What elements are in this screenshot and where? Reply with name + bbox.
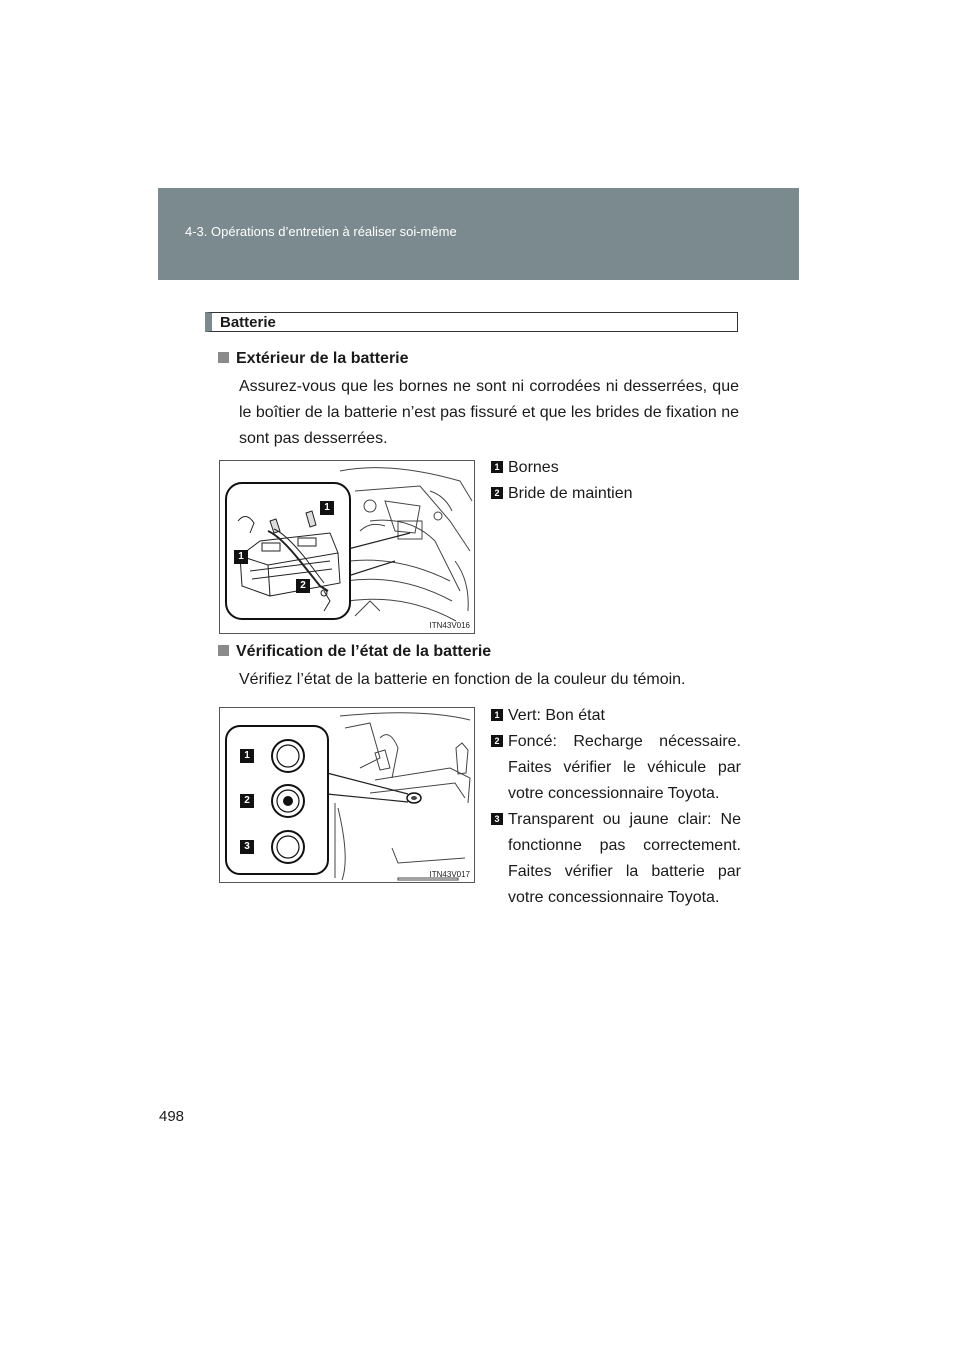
figure-code: ITN43V016 bbox=[429, 621, 470, 630]
callout-number: 1 bbox=[491, 709, 503, 721]
callout-2 bbox=[491, 481, 741, 507]
tag-3-clear: 3 bbox=[240, 840, 254, 854]
callout-text: Transparent ou jaune clair: Ne fonctionne pas correctement. Faites vérifier la batterie par votre concessionnaire Toyota. bbox=[508, 811, 741, 906]
callout-dark bbox=[491, 729, 741, 807]
callout-green bbox=[491, 703, 741, 729]
callout-clear bbox=[491, 807, 741, 911]
battery-indicator-illustration bbox=[220, 708, 474, 882]
subheading-text: Vérification de l’état de la batterie bbox=[236, 643, 492, 660]
callout-number: 2 bbox=[491, 735, 503, 747]
callout-number: 1 bbox=[491, 461, 503, 473]
bullet-square-icon bbox=[218, 645, 229, 656]
tag-2-clamp: 2 bbox=[296, 579, 310, 593]
header-band bbox=[158, 188, 799, 280]
callout-text: Bride de maintien bbox=[508, 485, 633, 502]
page-number: 498 bbox=[159, 1108, 185, 1125]
paragraph-battery-check: Vérifiez l’état de la batterie en fonction de la couleur du témoin. bbox=[239, 671, 686, 688]
callout-text: Foncé: Recharge nécessaire. Faites vérifier le véhicule par votre concessionnaire Toyota. bbox=[508, 733, 741, 802]
callout-text: Vert: Bon état bbox=[508, 707, 605, 724]
section-breadcrumb: 4-3. Opérations d’entretien à réaliser soi-même bbox=[185, 224, 457, 239]
subheading-battery-check bbox=[218, 643, 491, 661]
figure-code: ITN43V017 bbox=[429, 870, 470, 879]
section-title: Batterie bbox=[220, 314, 276, 331]
callout-number: 2 bbox=[491, 487, 503, 499]
figure-battery-indicator bbox=[219, 707, 475, 883]
tag-1-terminal-left: 1 bbox=[234, 550, 248, 564]
section-title-box bbox=[205, 312, 738, 332]
battery-engine-illustration bbox=[220, 461, 474, 633]
subheading-battery-exterior bbox=[218, 350, 409, 368]
paragraph-battery-exterior: Assurez-vous que les bornes ne sont ni corrodées ni desserrées, que le boîtier de la batterie n’est pas fissuré et que les brides de fixation ne sont pas desserrées. bbox=[239, 378, 739, 447]
tag-1-terminal-top: 1 bbox=[320, 501, 334, 515]
callout-number: 3 bbox=[491, 813, 503, 825]
subheading-text: Extérieur de la batterie bbox=[236, 350, 409, 367]
callout-text: Bornes bbox=[508, 459, 559, 476]
figure-battery-terminals bbox=[219, 460, 475, 634]
tag-1-green: 1 bbox=[240, 749, 254, 763]
bullet-square-icon bbox=[218, 352, 229, 363]
callout-1 bbox=[491, 455, 741, 481]
tag-2-dark: 2 bbox=[240, 794, 254, 808]
